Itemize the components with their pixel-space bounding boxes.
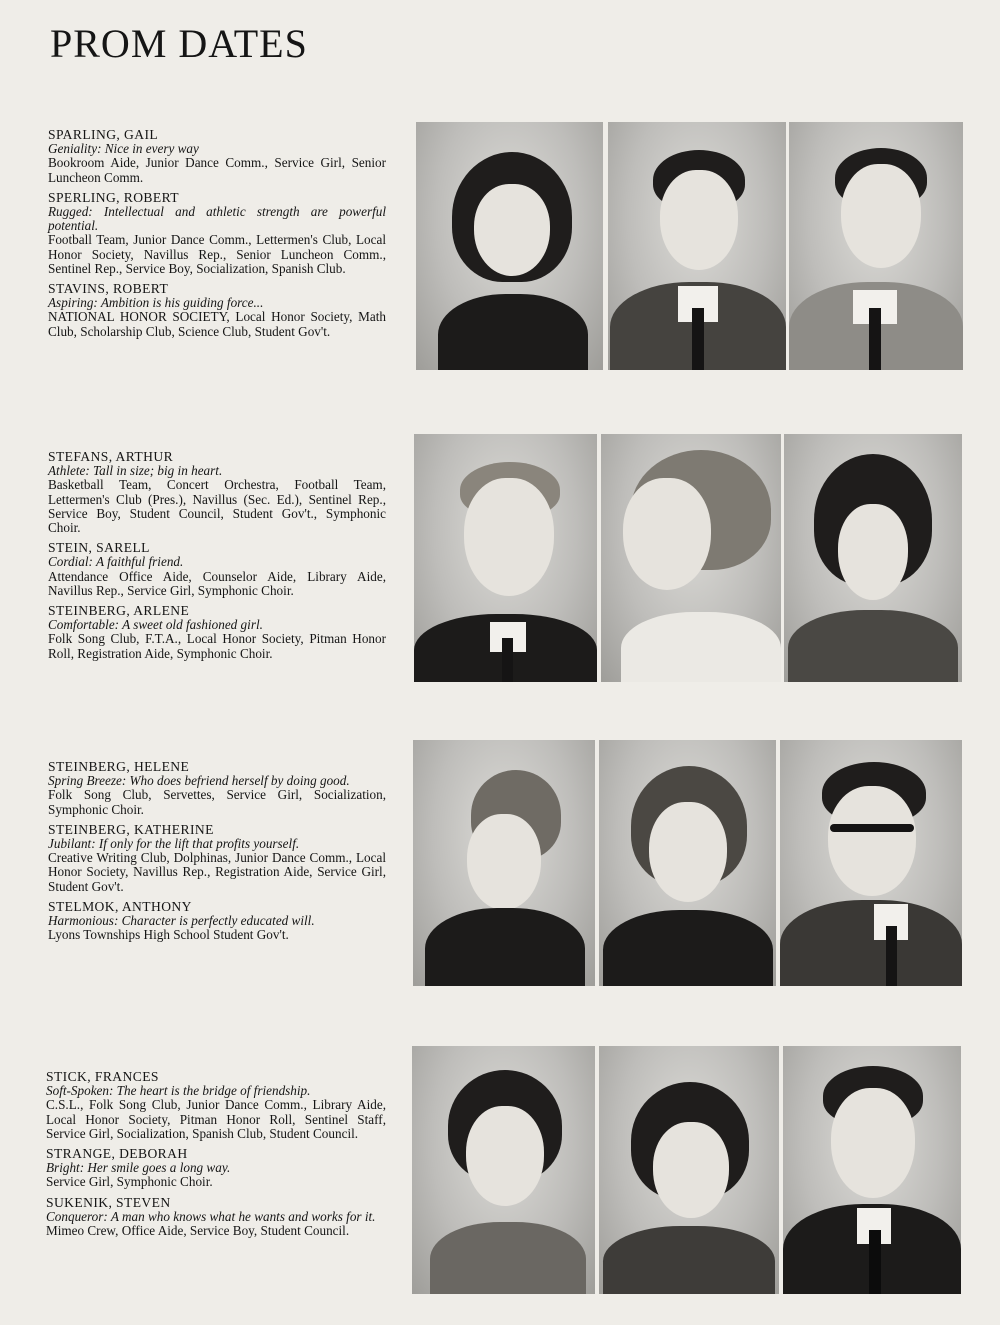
senior-quote: Jubilant: If only for the lift that profits yourself.	[48, 836, 300, 852]
senior-portrait	[608, 122, 786, 370]
senior-name: SUKENIK, STEVEN	[46, 1194, 171, 1210]
senior-group-2	[0, 434, 1000, 684]
senior-entries	[48, 450, 386, 667]
senior-entry	[48, 900, 386, 943]
senior-activities: Bookroom Aide, Junior Dance Comm., Service Girl, Senior Luncheon Comm.	[48, 155, 386, 185]
senior-activities: Lyons Townships High School Student Gov't.	[48, 927, 289, 943]
senior-entry	[48, 604, 386, 661]
senior-portrait	[601, 434, 781, 682]
senior-quote: Comfortable: A sweet old fashioned girl.	[48, 617, 263, 633]
senior-group-3	[0, 740, 1000, 990]
senior-quote: Soft-Spoken: The heart is the bridge of friendship.	[46, 1083, 311, 1099]
senior-portrait	[413, 740, 595, 986]
senior-entry	[46, 1070, 386, 1141]
senior-quote: Spring Breeze: Who does befriend herself by doing good.	[48, 773, 350, 789]
senior-portrait	[414, 434, 597, 682]
senior-activities: Folk Song Club, Servettes, Service Girl, Socialization, Symphonic Choir.	[48, 787, 386, 817]
senior-entry	[48, 823, 386, 894]
senior-entries	[48, 128, 386, 345]
senior-entry	[46, 1196, 386, 1239]
senior-entry	[46, 1147, 386, 1190]
senior-portrait	[780, 740, 962, 986]
senior-quote: Athlete: Tall in size; big in heart.	[48, 463, 223, 479]
senior-portrait	[784, 434, 962, 682]
senior-portrait	[599, 1046, 779, 1294]
senior-activities: NATIONAL HONOR SOCIETY, Local Honor Society, Math Club, Scholarship Club, Science Club, Student Gov't.	[48, 309, 386, 339]
senior-quote: Aspiring: Ambition is his guiding force...	[48, 295, 264, 311]
senior-quote: Harmonious: Character is perfectly educated will.	[48, 913, 315, 929]
senior-portrait	[416, 122, 603, 370]
senior-entry	[48, 450, 386, 535]
senior-entry	[48, 191, 386, 276]
senior-activities: Folk Song Club, F.T.A., Local Honor Society, Pitman Honor Roll, Registration Aide, Symphonic Choir.	[48, 631, 386, 661]
senior-entry	[48, 760, 386, 817]
senior-activities: Creative Writing Club, Dolphinas, Junior Dance Comm., Local Honor Society, Navillus Rep., Registration Aide, Service Girl, Student Gov't.	[48, 850, 386, 894]
senior-group-4	[0, 1046, 1000, 1296]
senior-entry	[48, 128, 386, 185]
senior-name: STEINBERG, HELENE	[48, 759, 190, 774]
senior-activities: Basketball Team, Concert Orchestra, Football Team, Lettermen's Club (Pres.), Navillus (Sec. Ed.), Sentinel Rep., Service Boy, Student Council, Student Gov't., Symphonic Choir.	[48, 477, 386, 536]
senior-portrait	[412, 1046, 595, 1294]
senior-portrait	[599, 740, 776, 986]
senior-quote: Rugged: Intellectual and athletic strength are powerful potential.	[48, 204, 386, 234]
senior-entry	[48, 541, 386, 598]
senior-activities: C.S.L., Folk Song Club, Junior Dance Comm., Library Aide, Local Honor Society, Pitman Honor Roll, Sentinel Staff, Service Girl, Socialization, Spanish Club, Student Council.	[46, 1097, 386, 1141]
senior-name: STICK, FRANCES	[46, 1069, 159, 1084]
senior-portrait	[783, 1046, 961, 1294]
senior-activities: Mimeo Crew, Office Aide, Service Boy, Student Council.	[46, 1223, 350, 1239]
senior-name: SPARLING, GAIL	[48, 127, 159, 142]
senior-name: STAVINS, ROBERT	[48, 281, 169, 297]
senior-activities: Attendance Office Aide, Counselor Aide, Library Aide, Navillus Rep., Service Girl, Symphonic Choir.	[48, 568, 386, 598]
senior-quote: Conqueror: A man who knows what he wants and works for it.	[46, 1208, 376, 1224]
senior-entries	[46, 1070, 386, 1244]
senior-group-1	[0, 122, 1000, 372]
senior-name: SPERLING, ROBERT	[48, 189, 179, 205]
senior-entries	[48, 760, 386, 948]
senior-entry	[48, 282, 386, 339]
senior-name: STEFANS, ARTHUR	[48, 449, 174, 464]
senior-name: STEINBERG, ARLENE	[48, 603, 190, 619]
senior-name: STEIN, SARELL	[48, 540, 150, 556]
senior-quote: Cordial: A faithful friend.	[48, 554, 184, 570]
senior-activities: Service Girl, Symphonic Choir.	[46, 1174, 213, 1190]
page-title: PROM DATES	[50, 21, 308, 66]
senior-name: STEINBERG, KATHERINE	[48, 821, 214, 837]
senior-name: STELMOK, ANTHONY	[48, 898, 192, 914]
senior-name: STRANGE, DEBORAH	[46, 1146, 188, 1162]
senior-quote: Bright: Her smile goes a long way.	[46, 1160, 231, 1176]
senior-quote: Geniality: Nice in every way	[48, 141, 199, 157]
senior-portrait	[789, 122, 963, 370]
senior-activities: Football Team, Junior Dance Comm., Lettermen's Club, Local Honor Society, Navillus Rep., Senior Luncheon Comm., Sentinel Rep., Service Boy, Socialization, Spanish Club.	[48, 232, 386, 276]
